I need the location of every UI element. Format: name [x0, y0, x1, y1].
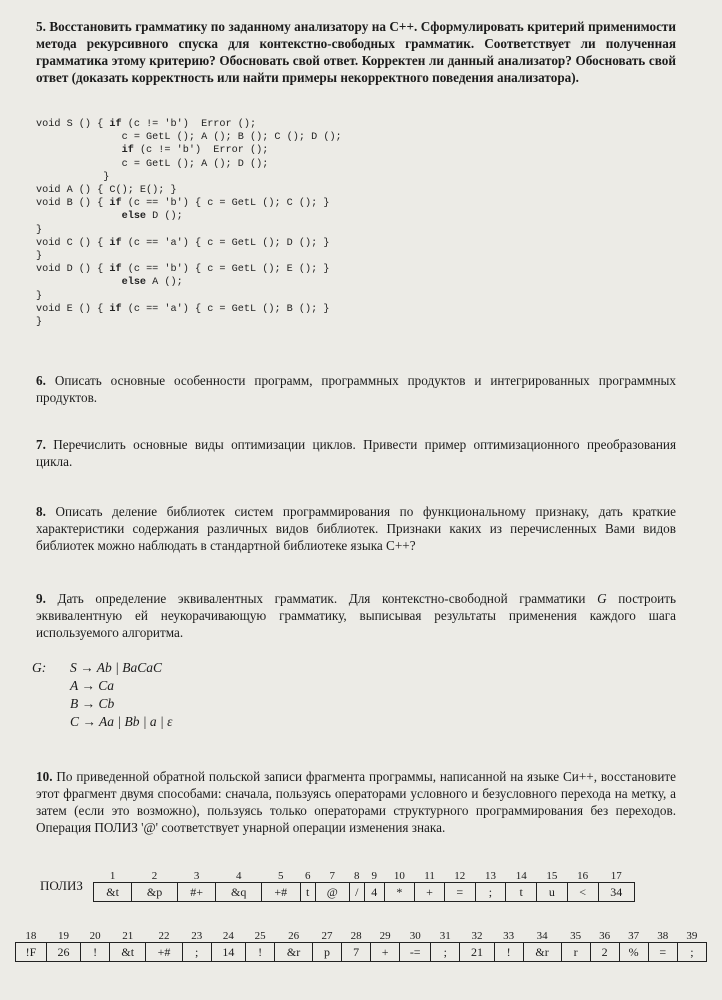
poliz-table-row-2: [15, 928, 707, 962]
poliz-index: 24: [222, 930, 234, 942]
grammar-label: G:: [32, 660, 47, 675]
code-text: void E () {: [36, 303, 110, 315]
poliz-index: 26: [288, 930, 300, 942]
code-text: void B () {: [36, 198, 110, 210]
poliz-index: 33: [503, 930, 515, 942]
poliz-index: 6: [304, 870, 311, 882]
question-8-text: Описать деление библиотек систем программирования по функциональному признаку, дать краткие характеристики содержания различных видов библиотек. Признаки каких из перечисленных Вами видов библиотек можно наблюдать в стандартной библиотеке языка С++?: [36, 504, 677, 553]
poliz-index: 3: [193, 870, 200, 882]
poliz-cell: &r: [523, 943, 561, 962]
code-text: void C () {: [36, 237, 110, 249]
poliz-index: 9: [371, 870, 377, 882]
poliz-index: 25: [254, 930, 266, 942]
poliz-cell: *: [384, 883, 415, 902]
poliz-cell: 2: [590, 943, 619, 962]
code-text: }: [36, 171, 110, 183]
poliz-cell: 4: [364, 883, 384, 902]
question-9-text-before: Дать определение эквивалентных грамматик. Для контекстно-свободной грамматики: [57, 591, 598, 606]
poliz-index: 1: [109, 870, 116, 882]
question-9-number: 9.: [36, 591, 46, 606]
grammar-rule: S → Ab | BaCaC: [70, 660, 162, 675]
poliz-cell: -=: [400, 943, 431, 962]
poliz-index: 30: [409, 930, 421, 942]
poliz-cell: +#: [146, 943, 182, 962]
grammar-rule: C → Aa | Bb | a | ε: [70, 714, 173, 729]
question-6-number: 6.: [36, 373, 46, 388]
question-9-text-after: построить эквивалентную ей неукорачивающую грамматику, выписывая результаты применения каждого шага используемого алгоритма.: [36, 591, 677, 640]
code-text: (c == 'a') { c = GetL (); D (); }: [121, 237, 330, 249]
poliz-cell: t: [506, 883, 537, 902]
poliz-cell: %: [619, 943, 648, 962]
poliz-cell: p: [313, 943, 342, 962]
question-7: [36, 436, 676, 470]
grammar-symbol: G: [597, 591, 607, 606]
question-10-text: По приведенной обратной польской записи фрагмента программы, написанной на языке Си++, восстановите этот фрагмент двумя способами: сначала, пользуясь операторами условного и безусловного перехода на метку, а затем (если это возможно), пользуясь только операторами структурного программирования без переходов. Операция ПОЛИЗ '@' соответствует унарной операции изменения знака.: [36, 769, 676, 835]
poliz-index: 10: [393, 870, 405, 882]
poliz-cell: &t: [110, 943, 146, 962]
poliz-cell: <: [567, 883, 598, 902]
poliz-index: 4: [235, 870, 242, 882]
poliz-index: 5: [278, 870, 284, 882]
poliz-index: 39: [686, 930, 698, 942]
code-text: [36, 145, 122, 156]
code-keyword: if: [109, 198, 122, 210]
poliz-index: 17: [610, 870, 622, 882]
code-keyword: if: [109, 237, 122, 249]
code-text: c = GetL (); A (); D ();: [36, 158, 269, 170]
code-text: void D () {: [36, 264, 110, 276]
poliz-cell: 26: [46, 943, 80, 962]
poliz-index: 36: [599, 930, 611, 942]
poliz-cell: ;: [431, 943, 460, 962]
question-8-number: 8.: [36, 504, 46, 519]
poliz-index: 15: [546, 870, 558, 882]
poliz-cell: +#: [262, 883, 301, 902]
poliz-cell: u: [537, 883, 568, 902]
question-8: [36, 503, 676, 554]
question-7-number: 7.: [36, 437, 46, 452]
poliz-index: 16: [577, 870, 589, 882]
code-text: A ();: [146, 277, 183, 289]
poliz-index: 38: [657, 930, 669, 942]
poliz-cell: #+: [177, 883, 216, 902]
code-text: c = GetL (); A (); B (); C (); D ();: [36, 132, 342, 144]
poliz-cell: !: [494, 943, 523, 962]
code-text: void A () { C(); E(); }: [36, 185, 177, 197]
poliz-index: 2: [151, 870, 158, 882]
question-10-number: 10.: [36, 769, 53, 784]
poliz-cell: t: [300, 883, 315, 902]
poliz-index: 34: [536, 930, 548, 942]
code-text: void S () {: [36, 119, 110, 130]
poliz-cell: +: [415, 883, 445, 902]
poliz-cell: &p: [132, 883, 178, 902]
poliz-index: 27: [321, 930, 333, 942]
poliz-table-row-1: [93, 868, 635, 902]
poliz-cell: !F: [16, 943, 47, 962]
code-text: (c == 'b') { c = GetL (); C (); }: [121, 198, 330, 210]
poliz-index: 23: [191, 930, 203, 942]
poliz-index: 35: [570, 930, 582, 942]
poliz-index: 13: [484, 870, 496, 882]
code-text: }: [36, 251, 43, 263]
code-text: }: [36, 317, 43, 329]
poliz-index: 28: [350, 930, 362, 942]
poliz-index: 11: [424, 870, 435, 882]
poliz-index: 22: [158, 930, 170, 942]
poliz-cell: &r: [275, 943, 313, 962]
poliz-index: 7: [329, 870, 335, 882]
question-5-number: 5.: [36, 19, 46, 34]
code-text: D ();: [146, 211, 183, 223]
poliz-index: 19: [57, 930, 69, 942]
poliz-cell: r: [561, 943, 590, 962]
code-text: (c != 'b') Error ();: [121, 119, 257, 130]
poliz-label: ПОЛИЗ: [40, 878, 83, 893]
code-keyword: else: [121, 211, 147, 223]
code-keyword: if: [109, 303, 122, 315]
code-keyword: if: [109, 119, 122, 130]
question-7-text: Перечислить основные виды оптимизации циклов. Привести пример оптимизационного преобразования цикла.: [36, 437, 677, 469]
poliz-index: 20: [89, 930, 101, 942]
poliz-cell: &q: [216, 883, 262, 902]
poliz-cell: !: [246, 943, 275, 962]
code-text: [36, 211, 122, 222]
question-5: [36, 18, 676, 86]
question-9: [36, 590, 676, 641]
code-keyword: if: [121, 145, 134, 157]
question-6-text: Описать основные особенности программ, программных продуктов и интегрированных программных продуктов.: [36, 373, 676, 405]
poliz-index: 29: [379, 930, 391, 942]
poliz-cell: +: [371, 943, 400, 962]
poliz-cell: =: [444, 883, 475, 902]
question-5-text: Восстановить грамматику по заданному анализатору на С++. Сформулировать критерий применимости метода рекурсивного спуска для контекстно-свободных грамматик. Соответствует ли полученная грамматика этому критерию? Обосновать свой ответ. Корректен ли данный анализатор? Обосновать свой ответ (доказать корректность или найти примеры некорректного поведения анализатора).: [36, 19, 676, 85]
grammar-rule: A → Ca: [70, 678, 115, 693]
poliz-index: 18: [25, 930, 37, 942]
poliz-cell: /: [349, 883, 364, 902]
question-6: [36, 372, 676, 406]
poliz-index: 32: [471, 930, 483, 942]
code-keyword: else: [121, 277, 147, 289]
code-text: }: [36, 224, 43, 236]
poliz-index: 12: [454, 870, 466, 882]
poliz-cell: ;: [475, 883, 506, 902]
code-text: }: [36, 290, 43, 302]
grammar-rule: B → Cb: [70, 696, 115, 711]
poliz-index: 37: [628, 930, 640, 942]
poliz-index: 8: [354, 870, 360, 882]
poliz-cell: 21: [460, 943, 494, 962]
code-listing: [36, 118, 342, 329]
question-10: [36, 768, 676, 836]
poliz-index: 14: [515, 870, 527, 882]
code-text: (c == 'b') { c = GetL (); E (); }: [121, 264, 330, 276]
code-text: (c != 'b') Error ();: [133, 145, 269, 157]
poliz-cell: 34: [598, 883, 634, 902]
poliz-cell: 7: [342, 943, 371, 962]
poliz-cell: 14: [211, 943, 245, 962]
poliz-cell: @: [315, 883, 349, 902]
poliz-index: 31: [439, 930, 451, 942]
code-text: (c == 'a') { c = GetL (); B (); }: [121, 303, 330, 315]
poliz-cell: !: [81, 943, 110, 962]
poliz-cell: &t: [94, 883, 132, 902]
code-keyword: if: [109, 264, 122, 276]
poliz-cell: ;: [182, 943, 211, 962]
code-text: [36, 277, 122, 288]
poliz-index: 21: [122, 930, 134, 942]
poliz-cell: =: [648, 943, 677, 962]
poliz-cell: ;: [677, 943, 706, 962]
